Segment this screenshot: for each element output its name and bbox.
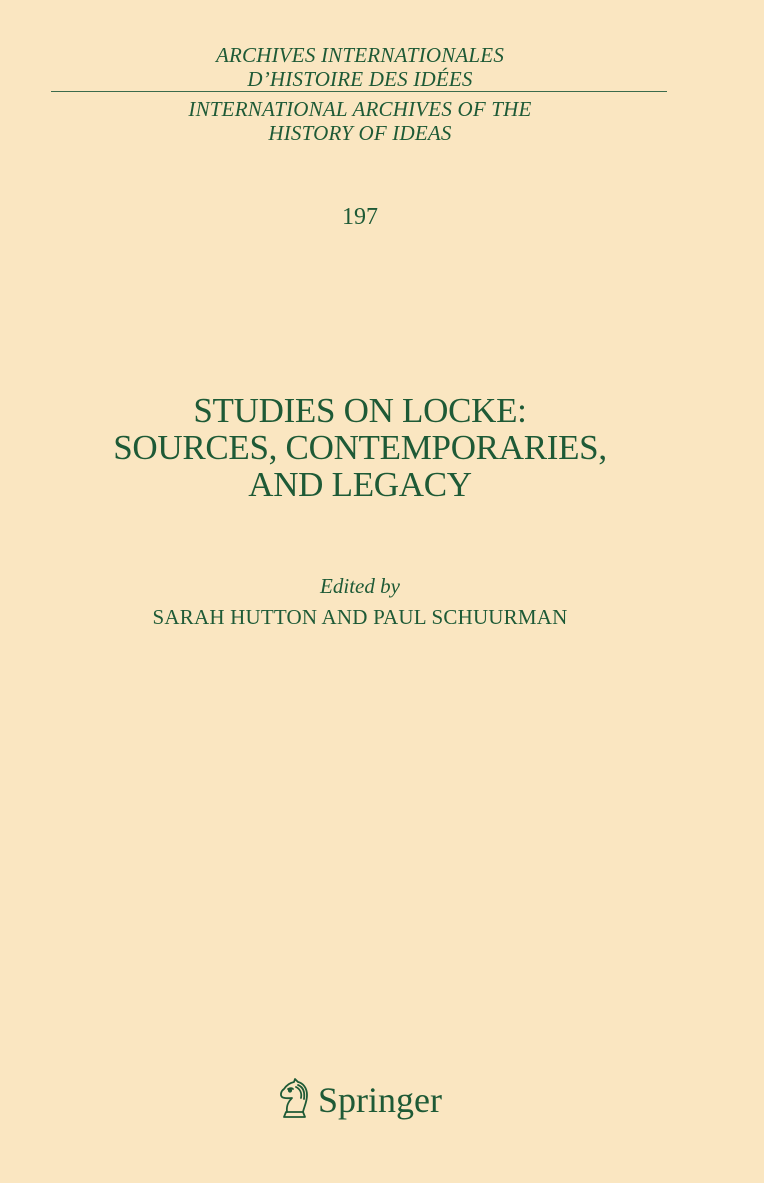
book-title-line3: AND LEGACY [248,465,472,504]
edited-by-label: Edited by [320,574,400,598]
book-title-line2: SOURCES, CONTEMPORARIES, [113,428,607,467]
series-title-english-line1: INTERNATIONAL ARCHIVES OF THE [188,97,532,121]
series-divider [51,91,667,92]
publisher-name: Springer [318,1080,442,1120]
series-title-english-line2: HISTORY OF IDEAS [268,121,452,145]
series-title-french-line2: D’HISTOIRE DES IDÉES [247,67,473,91]
springer-knight-icon [274,1077,314,1123]
editors-names: SARAH HUTTON AND PAUL SCHUURMAN [152,605,568,629]
volume-number: 197 [342,204,378,230]
series-title-french-line1: ARCHIVES INTERNATIONALES [215,43,505,67]
book-title-line1: STUDIES ON LOCKE: [193,391,527,430]
publisher-logo-block [274,1075,442,1125]
